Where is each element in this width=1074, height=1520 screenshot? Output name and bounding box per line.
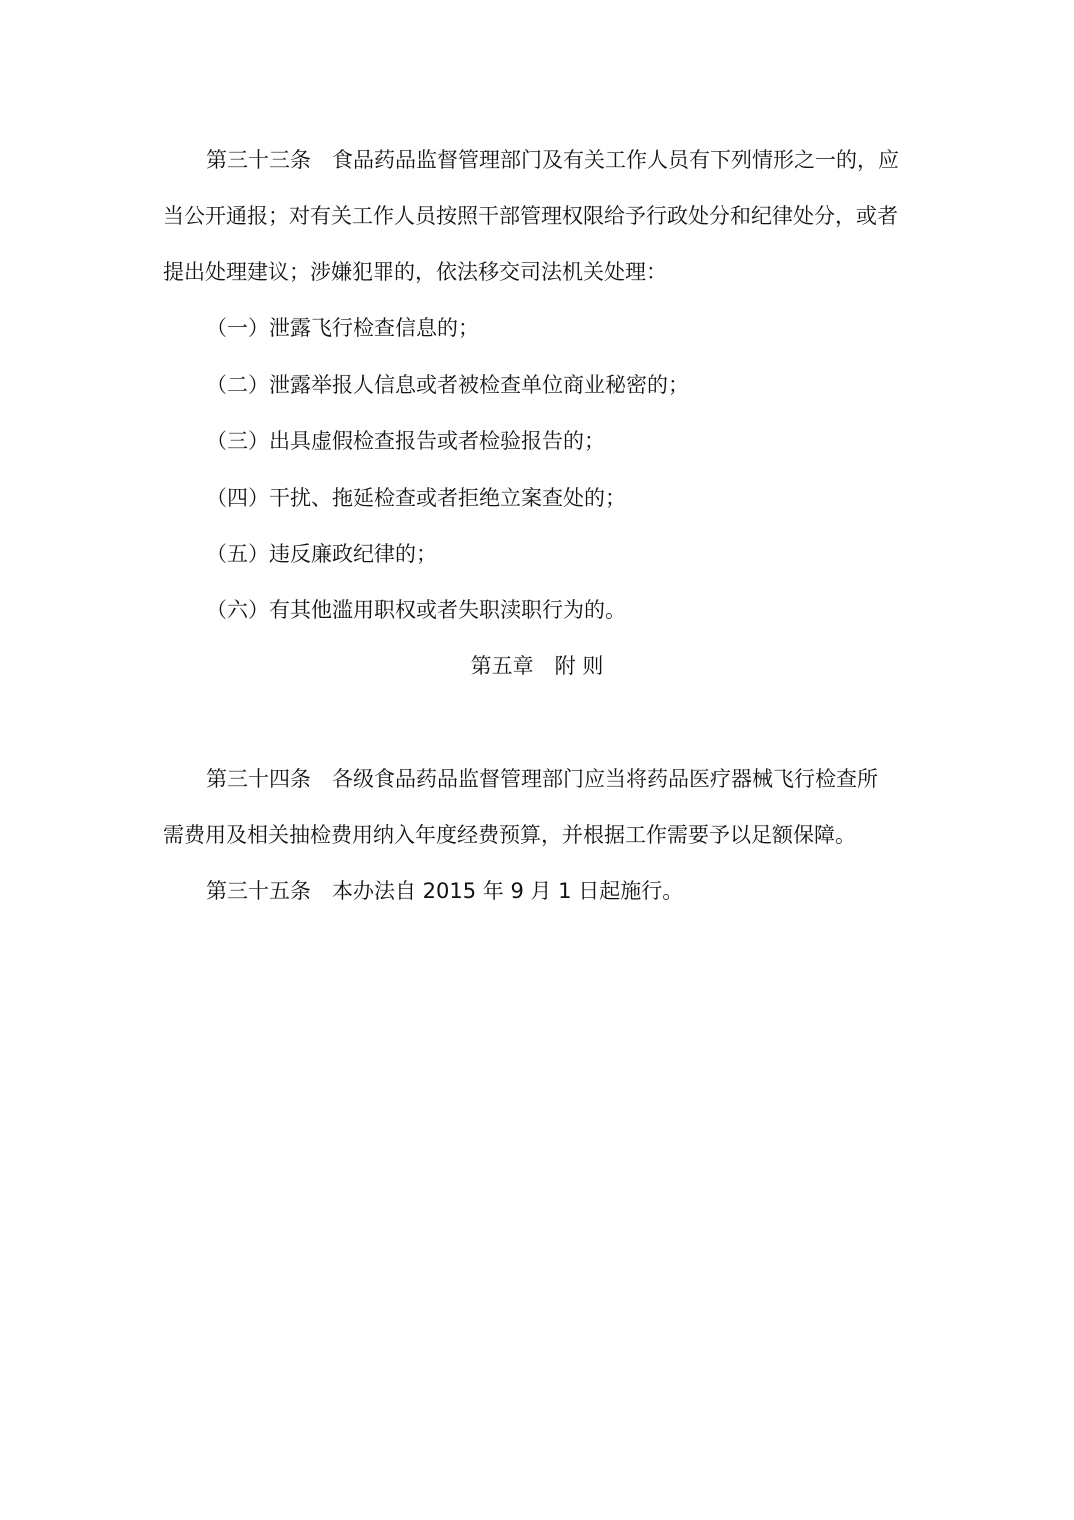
article-33-line-1: 第三十三条 食品药品监督管理部门及有关工作人员有下列情形之一的，应 bbox=[206, 148, 899, 172]
list-item-2: （二）泄露举报人信息或者被检查单位商业秘密的； bbox=[206, 373, 689, 397]
chapter-5-heading: 第五章 附 则 bbox=[470, 654, 604, 678]
list-item-6: （六）有其他滥用职权或者失职渎职行为的。 bbox=[206, 598, 626, 622]
list-item-1: （一）泄露飞行检查信息的； bbox=[206, 316, 479, 340]
article-33-line-2: 当公开通报；对有关工作人员按照干部管理权限给予行政处分和纪律处分，或者 bbox=[163, 204, 898, 228]
list-item-5: （五）违反廉政纪律的； bbox=[206, 542, 437, 566]
article-34-line-2: 需费用及相关抽检费用纳入年度经费预算，并根据工作需要予以足额保障。 bbox=[163, 823, 856, 847]
list-item-4: （四）干扰、拖延检查或者拒绝立案查处的； bbox=[206, 486, 626, 510]
article-33-line-3: 提出处理建议；涉嫌犯罪的，依法移交司法机关处理： bbox=[163, 260, 667, 284]
list-item-3: （三）出具虚假检查报告或者检验报告的； bbox=[206, 429, 605, 453]
article-34-line-1: 第三十四条 各级食品药品监督管理部门应当将药品医疗器械飞行检查所 bbox=[206, 767, 878, 791]
article-35-line-1: 第三十五条 本办法自 2015 年 9 月 1 日起施行。 bbox=[206, 879, 684, 903]
